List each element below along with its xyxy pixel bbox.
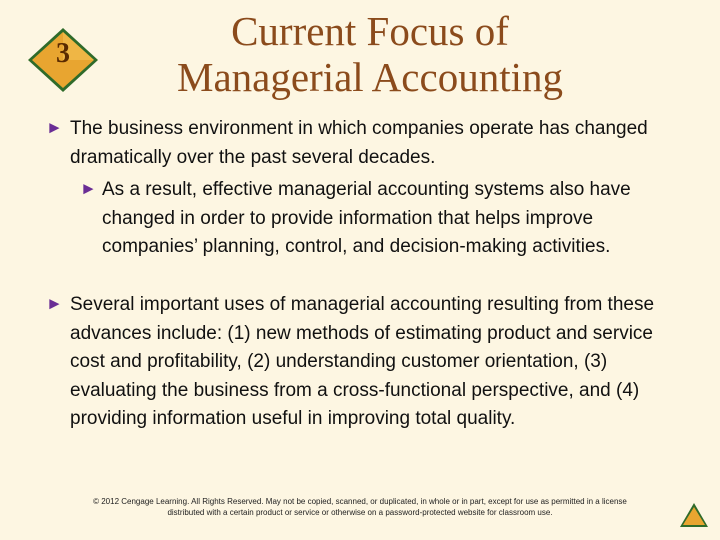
triangle-bullet-icon: ► (46, 118, 63, 137)
corner-triangle-icon[interactable] (678, 500, 710, 530)
bullet-2-text: As a result, effective managerial accounting systems also have changed in order to provide information that helps improve companies’ planning, control, and decision-making activities. (102, 179, 631, 257)
bullet-1-text: The business environment in which companies operate has changed dramatically over the past several decades. (70, 118, 648, 168)
title-line-2: Managerial Accounting (177, 54, 563, 100)
title-line-1: Current Focus of (231, 8, 509, 54)
footer-line-1: © 2012 Cengage Learning. All Rights Reserved. May not be copied, scanned, or duplicated, in whole or in part, except for use as permitted in a license (93, 497, 627, 506)
page-title (120, 8, 620, 100)
copyright-footer (52, 496, 668, 518)
bullet-3-text: Several important uses of managerial accounting resulting from these advances include: (1) new methods of estimating product and service cost and profitability, (2) understanding customer orientation, (3) evaluating the business from a cross-functional perspective, and (4) providing information useful in improving total quality. (70, 294, 655, 429)
footer-line-2: distributed with a certain product or service or otherwise on a password-protected website for classroom use. (167, 508, 553, 517)
triangle-bullet-icon: ► (46, 294, 63, 313)
slide-number-badge (26, 26, 100, 94)
slide-number: 3 (56, 38, 70, 69)
triangle-bullet-icon: ► (80, 179, 97, 198)
